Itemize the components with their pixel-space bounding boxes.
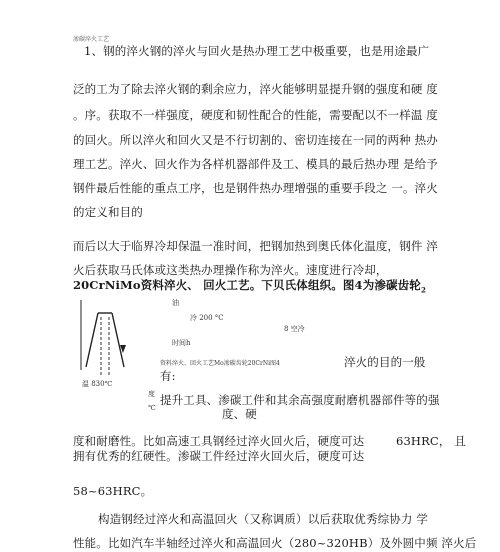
paragraph-1-line-2: 泛的工为了除去淬火钢的剩余应力，淬火能够明显提升钢的强度和硬 度 [73, 82, 438, 96]
figure-label-time: 时间h [172, 339, 191, 347]
heating-ramp [86, 313, 98, 367]
paragraph-2-line-3 [73, 277, 426, 294]
hardness-line-2: 拥有优秀的红硬性。渗碳工件经过淬火回火后，硬度可达 [73, 449, 365, 463]
cooling-drop [112, 313, 124, 367]
purpose-line-1: 提升工具、渗碳工件和其余高强度耐磨机器部件等的强 [160, 393, 440, 407]
hardness-line-1-value: 63HRC， 且 [396, 434, 466, 448]
side-label-celsius: ℃ [148, 404, 156, 412]
paragraph-2-line-2: 火后获取马氏体或这类热办理操作称为淬火。速度进行冷却， [73, 263, 388, 277]
figure-label-cool-temp: 冷 200 °C [190, 314, 224, 322]
paragraph-2-line-1: 而后以大于临界冷却保温一准时间，把钢加热到奥氏体化温度，钢件 淬 [73, 239, 438, 253]
figure-label-air-cool: 8 空冷 [284, 325, 305, 333]
page-header: 渗碳淬火工艺 [73, 36, 110, 43]
figure-label-oil: 油 [172, 299, 179, 307]
figure-caption: 资料淬火、回火工艺Mo渗碳齿轮20CrNi图4 [160, 360, 280, 367]
paragraph-3-line-2: 性能。比如汽车半轴经过淬火和高温回火（280~320HB）及外圆中频 淬火后 [73, 536, 477, 550]
quench-purpose-label: 淬火的目的一般 [344, 355, 426, 369]
paragraph-1-line-3: 。序。获取不一样强度，硬度和韧性配合的性能，需要配以不一样温 度 [73, 108, 438, 122]
figure-label-temp: 温 830℃ [82, 380, 113, 388]
paragraph-1-line-4: 的回火。所以淬火和回火又是不行切割的、密切连接在一同的两种 热办 [73, 133, 438, 147]
hardness-line-1: 度和耐磨性。比如高速工具钢经过淬火回火后，硬度可达 [73, 434, 365, 448]
purpose-line-1-tail: 度、硬 [222, 407, 257, 421]
paragraph-1-line-6: 钢件最后性能的重点工序，也是钢件热办理增强的重要手段之 一。淬火 [73, 181, 438, 195]
quench-purpose-suffix: 有: [160, 369, 176, 383]
paragraph-1-line-7: 的定义和目的 [73, 205, 143, 219]
paragraph-3-line-1: 构造钢经过淬火和高温回火（又称调质）以后获取优秀综协力 学 [98, 512, 429, 526]
quench-temper-process-diagram [76, 295, 136, 380]
paragraph-2-line-3-text: 20CrNiMo资料淬火、 回火工艺。下贝氏体组织。图4为渗碳齿轮 [73, 278, 421, 292]
paragraph-2-subscript: 2 [420, 285, 426, 295]
paragraph-1-line-5: 理工艺。淬火、回火作为各样机器部件及工、模具的最后热办理 是给予 [73, 157, 438, 171]
side-label-degree: 度 [148, 390, 155, 398]
paragraph-1-line-1: 1、钢的淬火钢的淬火与回火是热办理工艺中极重要，也是用途最广 [84, 44, 430, 58]
hardness-line-3: 58~63HRC。 [73, 484, 153, 498]
